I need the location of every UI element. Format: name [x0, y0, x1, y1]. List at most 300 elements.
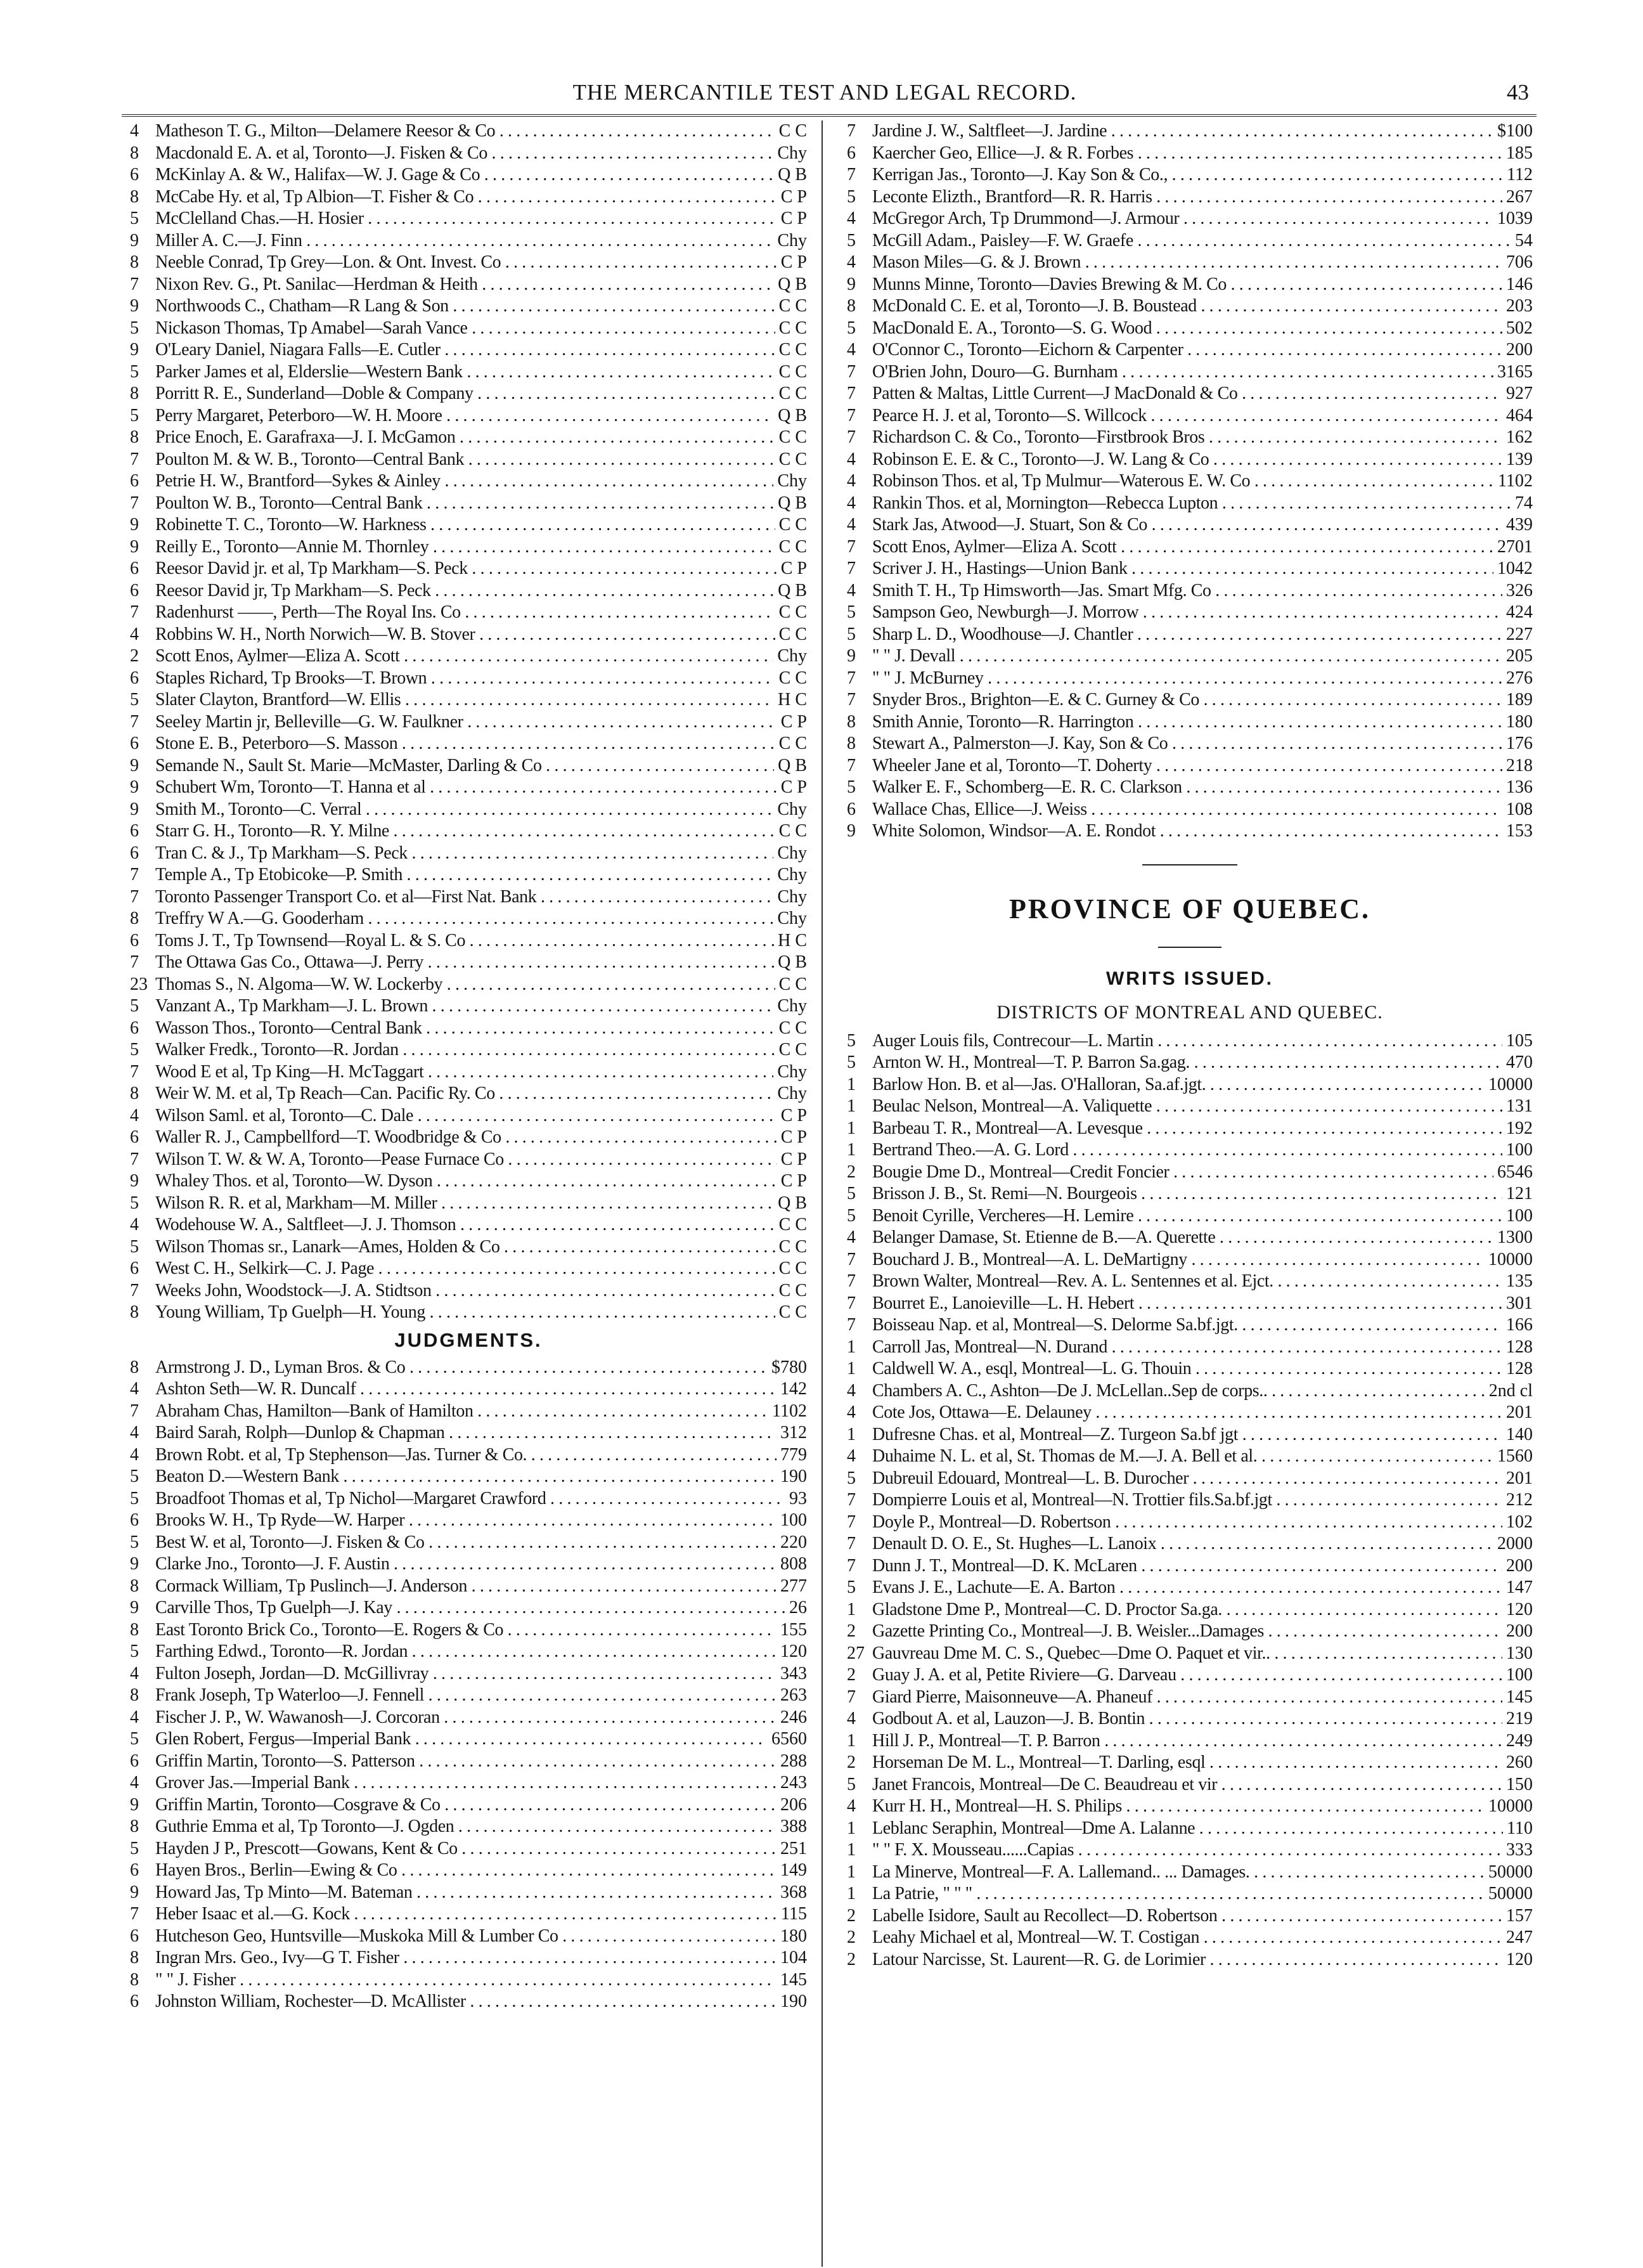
entry-row	[130, 536, 807, 559]
entry-court: 1042	[1497, 559, 1533, 578]
entry-text: Seeley Martin jr, Belleville—G. W. Faulkner . . .	[155, 711, 777, 734]
entry-count: 8	[130, 143, 139, 163]
entry-court: 149	[780, 1860, 807, 1880]
entry-row	[847, 1358, 1533, 1380]
entry-count: 7	[847, 1271, 856, 1291]
entry-count: 7	[847, 1534, 856, 1553]
ontario-writs-list	[130, 120, 807, 1324]
entry-row	[130, 1553, 807, 1576]
entry-count: 4	[847, 1446, 856, 1466]
entry-row	[130, 514, 807, 536]
entry-text: Duhaime N. L. et al, St. Thomas de M.—J. A. Bell et al. . . .	[872, 1446, 1493, 1468]
entry-row	[130, 1061, 807, 1084]
entry-court: 205	[1506, 646, 1533, 666]
entry-count: 4	[130, 1379, 139, 1399]
entry-text: Weeks John, Woodstock—J. A. Stidtson . . .	[155, 1280, 775, 1302]
entry-count: 8	[130, 252, 139, 272]
entry-court: C P	[780, 186, 807, 207]
entry-row	[130, 1816, 807, 1838]
entry-text: Cote Jos, Ottawa—E. Delauney . . .	[872, 1402, 1502, 1424]
entry-count: 7	[847, 536, 856, 557]
entry-count: 5	[847, 777, 856, 797]
entry-court: 54	[1515, 230, 1533, 250]
entry-court: 343	[780, 1663, 807, 1683]
entry-row	[847, 1599, 1533, 1621]
entry-court: 142	[780, 1379, 807, 1399]
entry-text: Brown Robt. et al, Tp Stephenson—Jas. Turner & Co. . . .	[155, 1444, 776, 1467]
entry-row	[847, 1621, 1533, 1643]
entry-row	[130, 252, 807, 274]
entry-row	[847, 1118, 1533, 1140]
entry-court: $100	[1497, 121, 1533, 141]
entry-court: 470	[1506, 1053, 1533, 1072]
entry-count: 4	[130, 1423, 139, 1442]
entry-row	[130, 1860, 807, 1882]
entry-text: Wodehouse W. A., Saltfleet—J. J. Thomson . . .	[155, 1214, 775, 1236]
entry-text: Wilson T. W. & W. A, Toronto—Pease Furnace Co . . .	[155, 1149, 777, 1171]
entry-court: 276	[1506, 668, 1533, 688]
entry-count: 9	[130, 515, 139, 535]
entry-count: 5	[847, 1205, 856, 1226]
entry-row	[847, 208, 1533, 230]
entry-row	[130, 1838, 807, 1860]
entry-count: 7	[130, 1401, 139, 1421]
entry-court: 220	[780, 1532, 807, 1552]
entry-text: Glen Robert, Fergus—Imperial Bank . . .	[155, 1728, 768, 1751]
entry-text: Carroll Jas, Montreal—N. Durand . . .	[872, 1337, 1502, 1359]
entry-text: O'Connor C., Toronto—Eichorn & Carpenter . . .	[872, 339, 1502, 361]
entry-row	[130, 164, 807, 186]
entry-row	[847, 755, 1533, 777]
entry-court: 50000	[1488, 1884, 1533, 1903]
entry-text: Labelle Isidore, Sault au Recollect—D. Robertson . . .	[872, 1905, 1502, 1928]
judgments-list	[130, 1357, 807, 2013]
entry-court: 6560	[771, 1729, 807, 1749]
entry-court: 189	[1506, 690, 1533, 710]
entry-count: 6	[130, 843, 139, 863]
entry-row	[130, 1969, 807, 1992]
entry-text: Robinson E. E. & C., Toronto—J. W. Lang & Co . . .	[872, 449, 1502, 471]
entry-count: 9	[130, 1598, 139, 1617]
entry-text: McKinlay A. & W., Halifax—W. J. Gage & Co . . .	[155, 164, 774, 186]
entry-count: 9	[130, 799, 139, 819]
entry-count: 5	[847, 230, 856, 250]
quebec-writs-list	[847, 1030, 1533, 1971]
entry-court: 201	[1506, 1403, 1533, 1422]
entry-count: 5	[130, 996, 139, 1016]
entry-text: Patten & Maltas, Little Current—J MacDonald & Co . . .	[872, 383, 1502, 405]
entry-row	[130, 143, 807, 165]
entry-court: 139	[1506, 449, 1533, 469]
entry-text: Nixon Rev. G., Pt. Sanilac—Herdman & Heith . . .	[155, 274, 774, 296]
entry-text: Scriver J. H., Hastings—Union Bank . . .	[872, 558, 1493, 580]
entry-court: 146	[1506, 274, 1533, 294]
entry-count: 8	[130, 186, 139, 207]
entry-text: Baird Sarah, Rolph—Dunlop & Chapman . . .	[155, 1422, 776, 1444]
entry-row	[847, 274, 1533, 296]
entry-text: Broadfoot Thomas et al, Tp Nichol—Margaret Crawford . . .	[155, 1488, 785, 1510]
entry-court: 247	[1506, 1928, 1533, 1947]
entry-text: McDonald C. E. et al, Toronto—J. B. Boustead . . .	[872, 295, 1502, 318]
entry-count: 2	[847, 1665, 856, 1685]
province-heading: PROVINCE OF QUEBEC.	[1009, 893, 1370, 924]
entry-text: Nickason Thomas, Tp Amabel—Sarah Vance . . .	[155, 318, 775, 340]
entry-count: 7	[130, 952, 139, 972]
entry-text: Gauvreau Dme M. C. S., Quebec—Dme O. Paquet et vir.. . . .	[872, 1643, 1502, 1665]
entry-court: Q B	[778, 493, 807, 513]
entry-row	[130, 886, 807, 909]
entry-court: 100	[1506, 1665, 1533, 1685]
entry-text: Janet Francois, Montreal—De C. Beaudreau et vir . . .	[872, 1774, 1502, 1796]
entry-court: 246	[780, 1707, 807, 1727]
entry-row	[130, 1510, 807, 1532]
entry-text: Leblanc Seraphin, Montreal—Dme A. Lalanne . . .	[872, 1818, 1503, 1840]
entry-count: 4	[847, 471, 856, 491]
entry-row	[130, 1444, 807, 1467]
entry-count: 8	[847, 296, 856, 316]
entry-count: 4	[130, 624, 139, 644]
entry-court: 10000	[1488, 1796, 1533, 1816]
entry-count: 6	[847, 799, 856, 819]
entry-row	[847, 1468, 1533, 1490]
entry-count: 1	[847, 1140, 856, 1160]
entry-court: 251	[780, 1838, 807, 1858]
entry-court: 200	[1506, 340, 1533, 360]
entry-count: 8	[130, 427, 139, 447]
entry-row	[130, 1105, 807, 1127]
entry-count: 7	[130, 886, 139, 907]
entry-court: C P	[780, 1127, 807, 1147]
entry-text: Smith T. H., Tp Himsworth—Jas. Smart Mfg. Co . . .	[872, 580, 1502, 602]
entry-text: Toms J. T., Tp Townsend—Royal L. & S. Co . . .	[155, 930, 774, 952]
entry-court: 368	[780, 1882, 807, 1902]
entry-count: 5	[847, 624, 856, 644]
entry-text: Robinette T. C., Toronto—W. Harkness . . .	[155, 514, 775, 536]
entry-row	[130, 1882, 807, 1904]
entry-text: Smith M., Toronto—C. Verral . . .	[155, 799, 773, 821]
entry-text: Griffin Martin, Toronto—Cosgrave & Co . . .	[155, 1794, 776, 1817]
entry-row	[847, 252, 1533, 274]
entry-court: 155	[780, 1619, 807, 1640]
entry-court: 6546	[1497, 1162, 1533, 1182]
entry-court: Chy	[777, 143, 807, 163]
entry-text: Weir W. M. et al, Tp Reach—Can. Pacific Ry. Co . . .	[155, 1083, 773, 1105]
entry-text: Frank Joseph, Tp Waterloo—J. Fennell . . .	[155, 1685, 776, 1707]
entry-row	[130, 1903, 807, 1926]
entry-court: Chy	[777, 886, 807, 907]
entry-count: 7	[130, 1904, 139, 1924]
entry-row	[847, 1752, 1533, 1774]
entry-court: C C	[778, 515, 807, 535]
entry-court: 120	[1506, 1949, 1533, 1969]
entry-count: 6	[130, 821, 139, 841]
entry-text: Price Enoch, E. Garafraxa—J. I. McGamon . . .	[155, 427, 775, 449]
entry-court: 190	[780, 1467, 807, 1486]
entry-count: 1	[847, 1096, 856, 1116]
entry-count: 5	[130, 690, 139, 710]
entry-text: Stone E. B., Peterboro—S. Masson . . .	[155, 733, 775, 755]
entry-row	[130, 1378, 807, 1401]
entry-text: Chambers A. C., Ashton—De J. McLellan..Sep de corps.. . . .	[872, 1380, 1485, 1403]
entry-count: 6	[130, 1510, 139, 1530]
entry-row	[847, 1293, 1533, 1315]
entry-row	[847, 1402, 1533, 1424]
entry-text: Brisson J. B., St. Remi—N. Bourgeois . . .	[872, 1183, 1502, 1205]
entry-count: 8	[130, 1302, 139, 1322]
entry-text: Leahy Michael et al, Montreal—W. T. Costigan . . .	[872, 1927, 1502, 1949]
entry-row	[130, 1728, 807, 1751]
entry-count: 9	[130, 755, 139, 775]
entry-text: Semande N., Sault St. Marie—McMaster, Darling & Co . . .	[155, 755, 774, 777]
entry-court: C C	[778, 1259, 807, 1278]
entry-court: 219	[1506, 1709, 1533, 1728]
entry-text: Best W. et al, Toronto—J. Fisken & Co . . .	[155, 1532, 776, 1554]
entry-row	[847, 1883, 1533, 1905]
entry-court: 312	[780, 1423, 807, 1442]
entry-row	[130, 1707, 807, 1729]
entry-row	[130, 843, 807, 865]
entry-count: 4	[847, 340, 856, 360]
entry-court: $780	[771, 1357, 807, 1377]
entry-court: C C	[778, 974, 807, 994]
entry-row	[130, 1127, 807, 1149]
entry-row	[847, 1643, 1533, 1665]
entry-count: 8	[130, 1084, 139, 1103]
entry-row	[130, 1170, 807, 1193]
entry-text: Wilson R. R. et al, Markham—M. Miller . . .	[155, 1193, 774, 1215]
entry-row	[130, 1641, 807, 1663]
entry-count: 2	[847, 1949, 856, 1969]
entry-court: 10000	[1488, 1249, 1533, 1269]
entry-text: Kerrigan Jas., Toronto—J. Kay Son & Co., . . .	[872, 164, 1503, 186]
entry-row	[130, 186, 807, 209]
entry-court: 105	[1506, 1030, 1533, 1051]
entry-text: Miller A. C.—J. Finn . . .	[155, 230, 773, 252]
entry-count: 9	[847, 274, 856, 294]
entry-count: 7	[847, 1512, 856, 1532]
districts-heading: DISTRICTS OF MONTREAL AND QUEBEC.	[996, 1001, 1383, 1023]
entry-text: Brooks W. H., Tp Ryde—W. Harper . . .	[155, 1510, 776, 1532]
entry-text: La Patrie, " " " . . .	[872, 1883, 1485, 1905]
entry-court: 439	[1506, 515, 1533, 535]
entry-text: Pearce H. J. et al, Toronto—S. Willcock . . .	[872, 405, 1502, 427]
entry-court: 249	[1506, 1730, 1533, 1751]
entry-court: 128	[1506, 1337, 1533, 1357]
entry-text: Matheson T. G., Milton—Delamere Reesor & Co . . .	[155, 120, 775, 143]
entry-row	[130, 1236, 807, 1259]
entry-court: 102	[1506, 1512, 1533, 1532]
entry-court: 120	[780, 1642, 807, 1661]
entry-count: 7	[847, 755, 856, 775]
entry-court: 190	[780, 1992, 807, 2011]
entry-court: C C	[778, 536, 807, 557]
entry-row	[847, 1314, 1533, 1337]
entry-text: " " J. McBurney . . .	[872, 668, 1502, 690]
entry-count: 6	[130, 668, 139, 688]
entry-count: 6	[130, 1018, 139, 1038]
entry-text: Johnston William, Rochester—D. McAllister . . .	[155, 1991, 776, 2013]
entry-text: Doyle P., Montreal—D. Robertson . . .	[872, 1512, 1502, 1534]
entry-row	[847, 1687, 1533, 1709]
entry-text: Richardson C. & Co., Toronto—Firstbrook Bros . . .	[872, 427, 1502, 449]
entry-text: Auger Louis fils, Contrecour—L. Martin . . .	[872, 1030, 1502, 1053]
entry-court: C P	[780, 711, 807, 732]
entry-court: C C	[778, 1215, 807, 1234]
entry-row	[130, 1083, 807, 1105]
entry-count: 7	[130, 274, 139, 294]
entry-court: 108	[1506, 799, 1533, 819]
entry-count: 8	[130, 1619, 139, 1640]
entry-text: Sampson Geo, Newburgh—J. Morrow . . .	[872, 602, 1502, 624]
section-separator	[847, 843, 1533, 887]
entry-row	[130, 1258, 807, 1280]
entry-court: C P	[780, 1171, 807, 1191]
entry-text: Stark Jas, Atwood—J. Stuart, Son & Co . . .	[872, 514, 1502, 536]
entry-count: 5	[847, 602, 856, 622]
entry-count: 5	[130, 318, 139, 338]
entry-count: 5	[130, 1236, 139, 1257]
entry-count: 8	[130, 1817, 139, 1836]
entry-count: 7	[130, 1280, 139, 1300]
entry-row	[130, 427, 807, 449]
entry-court: 192	[1506, 1118, 1533, 1138]
entry-court: 464	[1506, 405, 1533, 425]
entry-count: 23	[130, 974, 148, 994]
entry-text: O'Leary Daniel, Niagara Falls—E. Cutler . . .	[155, 339, 775, 361]
entry-row	[847, 799, 1533, 821]
entry-court: 150	[1506, 1774, 1533, 1794]
entry-court: 110	[1507, 1818, 1533, 1838]
entry-text: Evans J. E., Lachute—E. A. Barton . . .	[872, 1577, 1502, 1599]
entry-text: Munns Minne, Toronto—Davies Brewing & M. Co . . .	[872, 274, 1502, 296]
entry-court: Chy	[777, 1061, 807, 1082]
entry-row	[130, 668, 807, 690]
entry-row	[130, 295, 807, 318]
entry-row	[130, 1488, 807, 1510]
entry-text: Godbout A. et al, Lauzon—J. B. Bontin . . .	[872, 1708, 1502, 1730]
entry-text: McCabe Hy. et al, Tp Albion—T. Fisher & Co . . .	[155, 186, 777, 209]
entry-text: Robbins W. H., North Norwich—W. B. Stover . . .	[155, 624, 775, 646]
entry-row	[847, 1096, 1533, 1118]
entry-text: La Minerve, Montreal—F. A. Lallemand.. ... Damages. . . .	[872, 1862, 1485, 1884]
entry-count: 4	[847, 580, 856, 600]
entry-text: Poulton M. & W. B., Toronto—Central Bank . . .	[155, 449, 775, 471]
entry-count: 5	[847, 318, 856, 338]
entry-count: 1	[847, 1862, 856, 1882]
entry-row	[847, 1949, 1533, 1971]
entry-text: Caldwell W. A., esql, Montreal—L. G. Thouin . . .	[872, 1358, 1502, 1380]
entry-count: 6	[130, 1751, 139, 1771]
entry-text: Farthing Edwd., Toronto—R. Jordan . . .	[155, 1641, 776, 1663]
entry-court: C P	[780, 209, 807, 228]
entry-count: 7	[847, 559, 856, 578]
entry-count: 5	[130, 1729, 139, 1749]
entry-text: Guthrie Emma et al, Tp Toronto—J. Ogden . . .	[155, 1816, 776, 1838]
entry-text: The Ottawa Gas Co., Ottawa—J. Perry . . .	[155, 952, 774, 974]
entry-count: 8	[847, 734, 856, 753]
entry-text: Hayen Bros., Berlin—Ewing & Co . . .	[155, 1860, 776, 1882]
entry-row	[847, 624, 1533, 646]
entry-text: Tran C. & J., Tp Markham—S. Peck . . .	[155, 843, 773, 865]
entry-row	[847, 427, 1533, 449]
entry-count: 8	[130, 1357, 139, 1377]
entry-text: " " J. Devall . . .	[872, 645, 1502, 668]
entry-court: 927	[1506, 384, 1533, 403]
entry-row	[130, 1422, 807, 1444]
entry-court: 115	[781, 1904, 807, 1924]
entry-count: 1	[847, 1074, 856, 1094]
entry-row	[130, 361, 807, 384]
entry-court: Chy	[777, 646, 807, 666]
entry-row	[847, 1227, 1533, 1249]
entry-text: East Toronto Brick Co., Toronto—E. Rogers & Co . . .	[155, 1619, 776, 1642]
entry-count: 6	[130, 1259, 139, 1278]
entry-court: 288	[780, 1751, 807, 1771]
entry-court: C C	[778, 1280, 807, 1300]
entry-count: 5	[130, 405, 139, 425]
entry-text: Gladstone Dme P., Montreal—C. D. Proctor Sa.ga. . . .	[872, 1599, 1502, 1621]
entry-text: Reilly E., Toronto—Annie M. Thornley . . .	[155, 536, 775, 559]
entry-count: 4	[130, 1444, 139, 1465]
entry-court: 147	[1506, 1578, 1533, 1597]
entry-text: Whaley Thos. et al, Toronto—W. Dyson . . .	[155, 1170, 777, 1193]
entry-court: C C	[778, 340, 807, 360]
entry-count: 9	[130, 340, 139, 360]
entry-text: Boisseau Nap. et al, Montreal—S. Delorme Sa.bf.jgt. . . .	[872, 1314, 1502, 1337]
entry-row	[130, 1149, 807, 1171]
entry-text: Ingran Mrs. Geo., Ivy—G T. Fisher . . .	[155, 1947, 776, 1969]
entry-count: 5	[130, 1467, 139, 1486]
entry-court: 808	[780, 1554, 807, 1574]
entry-court: C C	[778, 384, 807, 403]
entry-court: 388	[780, 1817, 807, 1836]
entry-row	[847, 1818, 1533, 1840]
entry-row	[130, 339, 807, 361]
entry-row	[130, 1193, 807, 1215]
entry-row	[847, 164, 1533, 186]
entry-court: 100	[780, 1510, 807, 1530]
entry-count: 2	[130, 646, 139, 666]
entry-count: 1	[847, 1424, 856, 1444]
entry-row	[847, 1862, 1533, 1884]
entry-row	[847, 1730, 1533, 1753]
entry-row	[847, 820, 1533, 843]
entry-court: C C	[778, 318, 807, 338]
entry-count: 7	[847, 121, 856, 141]
entry-court: 212	[1506, 1490, 1533, 1510]
entry-court: C C	[778, 1018, 807, 1038]
entry-court: 424	[1506, 602, 1533, 622]
entry-court: Chy	[777, 996, 807, 1016]
entry-row	[847, 1271, 1533, 1293]
entry-row	[130, 1576, 807, 1598]
entry-court: Chy	[777, 865, 807, 885]
entry-court: 104	[780, 1948, 807, 1967]
entry-count: 2	[847, 1621, 856, 1641]
entry-court: 301	[1506, 1293, 1533, 1313]
entry-count: 8	[130, 1685, 139, 1705]
entry-text: Petrie H. W., Brantford—Sykes & Ainley . . .	[155, 470, 773, 493]
entry-count: 6	[130, 930, 139, 950]
entry-text: Walker Fredk., Toronto—R. Jordan . . .	[155, 1039, 775, 1061]
entry-text: Cormack William, Tp Puslinch—J. Anderson . . .	[155, 1576, 776, 1598]
entry-row	[847, 143, 1533, 165]
entry-court: C C	[778, 427, 807, 447]
entry-text: Abraham Chas, Hamilton—Bank of Hamilton . . .	[155, 1401, 768, 1423]
entry-count: 2	[847, 1928, 856, 1947]
entry-text: Brown Walter, Montreal—Rev. A. L. Sentennes et al. Ejct. . . .	[872, 1271, 1502, 1293]
entry-text: Guay J. A. et al, Petite Riviere—G. Darveau . . .	[872, 1664, 1502, 1687]
